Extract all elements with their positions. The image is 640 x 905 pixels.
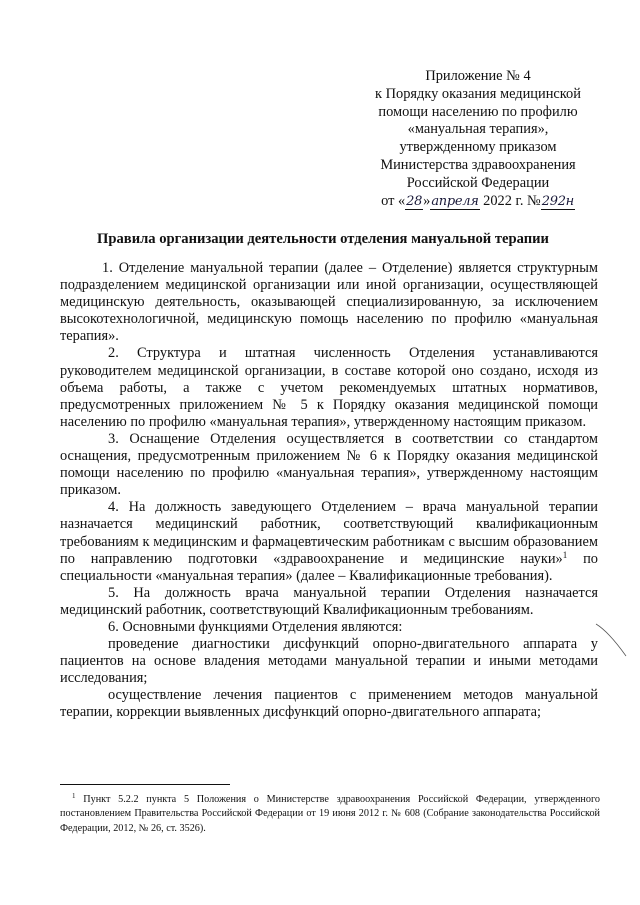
footnote-reference: 1 (562, 549, 568, 560)
appendix-line: утвержденному приказом (399, 139, 557, 156)
paragraph-4-tail: по специальности «мануальная терапия» (далее – Квалификационные требования). (60, 550, 599, 584)
date-prefix: от « (381, 192, 406, 209)
paragraph: 2. Структура и штатная численность Отделения устанавливаются руководителем медицинской организации, в составе которой оно создано, исходя из объема работы, а также с учетом рекомендуемых штатных нормативов, предусмотренных приложением № 5 к Порядку оказания медицинской помощи населению по профилю «мануальная терапия», утвержденному настоящим приказом. (60, 345, 598, 430)
paragraph: 5. На должность врача мануальной терапии Отделения назначается медицинский работник, соответствующий Квалификационным требованиям. (60, 584, 598, 618)
document-body (60, 260, 598, 722)
appendix-line: Российской Федерации (406, 174, 550, 191)
appendix-line: Министерства здравоохранения (380, 156, 576, 173)
appendix-line: «мануальная терапия», (407, 121, 549, 138)
footnote-text: Пункт 5.2.2 пункта 5 Положения о Министерстве здравоохранения Российской Федерации, утвержденного постановлением Правительства Российской Федерации от 19 июня 2012 г. № 608 (Собрание законодательства Российской Федерации, 2012, № 26, ст. 3526). (60, 794, 600, 834)
order-date-line (350, 193, 606, 211)
document-title: Правила организации деятельности отделения мануальной терапии (97, 231, 549, 247)
appendix-line: Приложение № 4 (425, 68, 531, 84)
paragraph: осуществление лечения пациентов с применением методов мануальной терапии, коррекции выявленных дисфункций опорно-двигательного аппарата; (60, 687, 598, 721)
appendix-header (350, 68, 606, 210)
pen-mark-icon (594, 620, 630, 660)
paragraph: проведение диагностики дисфункций опорно-двигательного аппарата у пациентов на основе владения методами мануальной терапии и иными методами исследования; (60, 636, 598, 687)
footnote (60, 793, 600, 836)
handwritten-month: апреля (431, 193, 479, 209)
paragraph-4-text: 4. На должность заведующего Отделением – врача мануальной терапии назначается медицинский работник, соответствующий квалификационным требованиям к медицинским и фармацевтическим работникам с высшим образованием по направлению подготовки «здравоохранение и медицинские науки» (60, 499, 598, 567)
appendix-line: помощи населению по профилю (378, 103, 578, 120)
paragraph: 3. Оснащение Отделения осуществляется в соответствии со стандартом оснащения, предусмотренным приложением № 6 к Порядку оказания медицинской помощи населению по профилю «мануальная терапия», утвержденному настоящим приказом. (60, 430, 598, 499)
appendix-line: к Порядку оказания медицинской (375, 85, 581, 102)
month-separator: » (423, 192, 431, 209)
handwritten-order-number: 292н (541, 193, 574, 209)
paragraph-4 (60, 499, 598, 584)
paragraph: 6. Основными функциями Отделения являются: (108, 618, 403, 635)
footnote-mark: 1 (72, 792, 76, 800)
handwritten-day: 28 (406, 193, 423, 209)
footnote-divider (60, 784, 230, 785)
year-text: 2022 г. № (483, 192, 541, 209)
paragraph: 1. Отделение мануальной терапии (далее – Отделение) является структурным подразделением медицинской организации или иной организации, осуществляющей медицинскую деятельность, оказывающей специализированную, за исключением высокотехнологичной, медицинскую помощь населению по профилю «мануальная терапия». (60, 260, 598, 345)
